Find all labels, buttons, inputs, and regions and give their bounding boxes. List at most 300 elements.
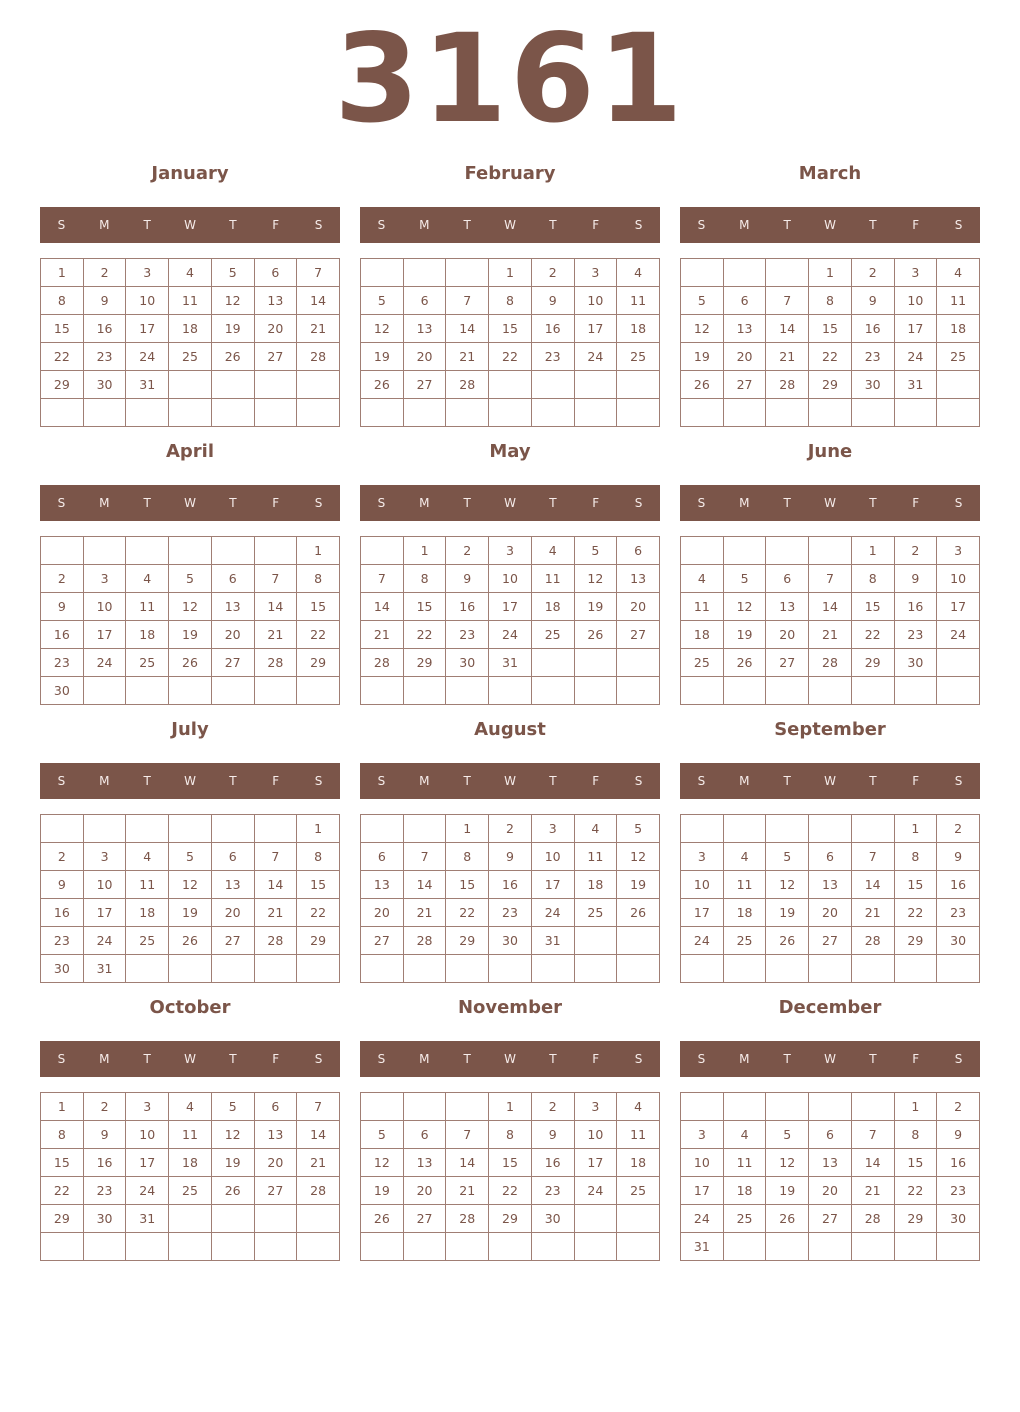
week-row: [361, 955, 660, 983]
day-cell: 5: [766, 1121, 809, 1149]
day-cell: 12: [169, 593, 212, 621]
day-cell: 31: [489, 649, 532, 677]
day-cell: 11: [617, 287, 660, 315]
day-cell: 1: [297, 815, 340, 843]
week-row: [41, 871, 340, 899]
day-cell: 11: [681, 593, 724, 621]
day-cell: 2: [41, 565, 84, 593]
day-cell: 4: [574, 815, 617, 843]
day-cell: 23: [83, 1177, 126, 1205]
day-cell: 9: [41, 871, 84, 899]
day-cell: 21: [297, 1149, 340, 1177]
day-cell: 17: [126, 315, 169, 343]
day-cell: [766, 677, 809, 705]
week-row: [681, 1093, 980, 1121]
day-cell: 2: [531, 1093, 574, 1121]
day-cell: 14: [254, 871, 297, 899]
day-cell: 25: [126, 649, 169, 677]
weekday-label: W: [504, 774, 516, 788]
week-row: [41, 259, 340, 287]
day-cell: 30: [894, 649, 937, 677]
weekday-label: S: [954, 218, 963, 232]
weekday-label: S: [954, 496, 963, 510]
day-cell: 24: [937, 621, 980, 649]
weekday-label: T: [783, 1052, 791, 1066]
day-cell: 8: [297, 565, 340, 593]
weekday-label: T: [783, 496, 791, 510]
weekday-label: W: [184, 218, 196, 232]
day-cell: 1: [809, 259, 852, 287]
day-cell: 13: [809, 1149, 852, 1177]
day-cell: 7: [851, 843, 894, 871]
day-cell: 23: [446, 621, 489, 649]
day-cell: [766, 537, 809, 565]
day-cell: [169, 1205, 212, 1233]
day-cell: [169, 815, 212, 843]
day-cell: [41, 537, 84, 565]
day-cell: 18: [617, 1149, 660, 1177]
day-cell: 14: [766, 315, 809, 343]
week-row: [681, 899, 980, 927]
weekday-label: M: [99, 774, 110, 788]
weekday-header: [360, 763, 660, 799]
day-cell: [169, 399, 212, 427]
day-cell: 1: [41, 1093, 84, 1121]
day-cell: 24: [894, 343, 937, 371]
day-cell: 13: [766, 593, 809, 621]
day-cell: 30: [937, 1205, 980, 1233]
weekday-label: F: [272, 496, 280, 510]
day-cell: 3: [126, 1093, 169, 1121]
day-cell: 6: [361, 843, 404, 871]
day-cell: [809, 815, 852, 843]
day-cell: 15: [894, 871, 937, 899]
day-cell: 1: [894, 1093, 937, 1121]
weekday-label: F: [912, 218, 920, 232]
day-cell: 27: [254, 343, 297, 371]
day-cell: [361, 1093, 404, 1121]
weekday-label: W: [504, 1052, 516, 1066]
day-cell: 4: [126, 565, 169, 593]
day-cell: 26: [211, 343, 254, 371]
week-row: [41, 1205, 340, 1233]
weekday-label: W: [184, 774, 196, 788]
day-cell: [766, 1233, 809, 1261]
day-cell: 28: [809, 649, 852, 677]
day-cell: 2: [894, 537, 937, 565]
day-cell: 10: [894, 287, 937, 315]
day-cell: 28: [851, 927, 894, 955]
day-cell: [531, 677, 574, 705]
weekday-label: S: [634, 774, 643, 788]
day-cell: [574, 927, 617, 955]
day-cell: 16: [446, 593, 489, 621]
day-cell: 22: [446, 899, 489, 927]
day-cell: 12: [361, 1149, 404, 1177]
days-grid: [360, 814, 660, 983]
week-row: [681, 1177, 980, 1205]
weekday-label: T: [869, 1052, 877, 1066]
day-cell: 11: [126, 593, 169, 621]
days-grid: [360, 1092, 660, 1261]
day-cell: 21: [254, 621, 297, 649]
day-cell: [41, 1233, 84, 1261]
day-cell: 22: [851, 621, 894, 649]
week-row: [361, 343, 660, 371]
day-cell: [446, 1093, 489, 1121]
day-cell: 16: [83, 1149, 126, 1177]
weekday-header: [680, 485, 980, 521]
day-cell: [169, 955, 212, 983]
week-row: [361, 927, 660, 955]
day-cell: 22: [894, 1177, 937, 1205]
day-cell: 17: [894, 315, 937, 343]
day-cell: 15: [446, 871, 489, 899]
weekday-label: S: [57, 1052, 66, 1066]
week-row: [41, 315, 340, 343]
day-cell: 12: [766, 871, 809, 899]
day-cell: 9: [851, 287, 894, 315]
day-cell: 9: [446, 565, 489, 593]
day-cell: 17: [681, 1177, 724, 1205]
day-cell: [531, 399, 574, 427]
weekday-label: F: [272, 774, 280, 788]
day-cell: 18: [723, 1177, 766, 1205]
day-cell: 15: [809, 315, 852, 343]
day-cell: [361, 537, 404, 565]
day-cell: 21: [361, 621, 404, 649]
day-cell: 6: [723, 287, 766, 315]
day-cell: [681, 259, 724, 287]
day-cell: [211, 537, 254, 565]
day-cell: 31: [681, 1233, 724, 1261]
day-cell: 13: [254, 1121, 297, 1149]
day-cell: 15: [41, 1149, 84, 1177]
day-cell: 21: [403, 899, 446, 927]
day-cell: 15: [851, 593, 894, 621]
day-cell: 29: [297, 927, 340, 955]
day-cell: [617, 677, 660, 705]
week-row: [361, 871, 660, 899]
day-cell: 18: [617, 315, 660, 343]
day-cell: 15: [489, 315, 532, 343]
day-cell: [83, 399, 126, 427]
weekday-label: T: [229, 774, 237, 788]
week-row: [681, 315, 980, 343]
week-row: [681, 871, 980, 899]
weekday-label: S: [377, 496, 386, 510]
day-cell: [531, 371, 574, 399]
day-cell: [894, 677, 937, 705]
day-cell: [126, 677, 169, 705]
day-cell: 20: [809, 1177, 852, 1205]
day-cell: 29: [297, 649, 340, 677]
day-cell: 4: [126, 843, 169, 871]
weekday-label: W: [824, 774, 836, 788]
day-cell: 14: [361, 593, 404, 621]
day-cell: 5: [723, 565, 766, 593]
day-cell: [446, 399, 489, 427]
week-row: [681, 621, 980, 649]
day-cell: [254, 677, 297, 705]
day-cell: 7: [254, 843, 297, 871]
day-cell: [254, 1233, 297, 1261]
days-grid: [40, 814, 340, 983]
day-cell: [126, 399, 169, 427]
day-cell: 17: [574, 1149, 617, 1177]
day-cell: 31: [126, 1205, 169, 1233]
day-cell: 9: [937, 1121, 980, 1149]
day-cell: 1: [41, 259, 84, 287]
day-cell: 24: [681, 927, 724, 955]
day-cell: 24: [574, 1177, 617, 1205]
day-cell: 30: [531, 1205, 574, 1233]
day-cell: 13: [809, 871, 852, 899]
weekday-label: S: [697, 218, 706, 232]
day-cell: [894, 1233, 937, 1261]
days-grid: [680, 536, 980, 705]
weekday-label: F: [592, 496, 600, 510]
day-cell: 11: [723, 871, 766, 899]
day-cell: 9: [83, 287, 126, 315]
weekday-label: T: [229, 218, 237, 232]
year-title: 3161: [334, 8, 686, 150]
day-cell: 20: [809, 899, 852, 927]
week-row: [41, 1121, 340, 1149]
day-cell: 28: [297, 1177, 340, 1205]
day-cell: 10: [681, 871, 724, 899]
day-cell: 8: [41, 287, 84, 315]
day-cell: 5: [361, 1121, 404, 1149]
day-cell: [446, 259, 489, 287]
weekday-label: M: [419, 496, 430, 510]
week-row: [361, 1205, 660, 1233]
month-name: January: [151, 163, 229, 184]
week-row: [681, 927, 980, 955]
day-cell: 27: [809, 927, 852, 955]
day-cell: 13: [254, 287, 297, 315]
weekday-label: F: [592, 218, 600, 232]
day-cell: 21: [851, 899, 894, 927]
weekday-label: T: [229, 496, 237, 510]
day-cell: 17: [489, 593, 532, 621]
day-cell: 19: [574, 593, 617, 621]
day-cell: [126, 1233, 169, 1261]
day-cell: 26: [766, 927, 809, 955]
day-cell: 10: [574, 1121, 617, 1149]
weekday-label: W: [824, 496, 836, 510]
week-row: [361, 1149, 660, 1177]
day-cell: [83, 677, 126, 705]
day-cell: 6: [254, 1093, 297, 1121]
day-cell: [41, 399, 84, 427]
weekday-label: W: [184, 1052, 196, 1066]
day-cell: 10: [681, 1149, 724, 1177]
day-cell: 26: [361, 371, 404, 399]
week-row: [361, 1093, 660, 1121]
week-row: [41, 621, 340, 649]
day-cell: 1: [489, 259, 532, 287]
day-cell: 25: [617, 343, 660, 371]
day-cell: [681, 399, 724, 427]
day-cell: 30: [937, 927, 980, 955]
day-cell: 25: [169, 1177, 212, 1205]
day-cell: 23: [41, 927, 84, 955]
day-cell: 20: [254, 315, 297, 343]
day-cell: 20: [254, 1149, 297, 1177]
day-cell: [531, 649, 574, 677]
day-cell: [169, 371, 212, 399]
day-cell: 8: [894, 843, 937, 871]
day-cell: 15: [894, 1149, 937, 1177]
day-cell: [766, 399, 809, 427]
day-cell: [361, 1233, 404, 1261]
day-cell: [254, 955, 297, 983]
day-cell: 17: [574, 315, 617, 343]
day-cell: 29: [489, 1205, 532, 1233]
day-cell: 12: [169, 871, 212, 899]
week-row: [41, 371, 340, 399]
day-cell: 21: [446, 1177, 489, 1205]
day-cell: 5: [169, 843, 212, 871]
day-cell: [809, 1093, 852, 1121]
days-grid: [40, 1092, 340, 1261]
day-cell: 13: [403, 315, 446, 343]
day-cell: 4: [169, 259, 212, 287]
day-cell: 18: [126, 621, 169, 649]
day-cell: [681, 815, 724, 843]
day-cell: 15: [297, 593, 340, 621]
weekday-label: T: [869, 496, 877, 510]
day-cell: 2: [851, 259, 894, 287]
day-cell: 16: [41, 621, 84, 649]
weekday-header: [40, 1041, 340, 1077]
day-cell: 3: [574, 259, 617, 287]
day-cell: [766, 955, 809, 983]
day-cell: 3: [937, 537, 980, 565]
day-cell: 10: [574, 287, 617, 315]
weekday-label: T: [549, 1052, 557, 1066]
day-cell: 1: [403, 537, 446, 565]
day-cell: [126, 815, 169, 843]
week-row: [361, 399, 660, 427]
day-cell: [723, 1233, 766, 1261]
day-cell: 6: [254, 259, 297, 287]
day-cell: 2: [83, 1093, 126, 1121]
weekday-label: S: [697, 774, 706, 788]
day-cell: 6: [403, 1121, 446, 1149]
day-cell: 11: [169, 1121, 212, 1149]
day-cell: 12: [617, 843, 660, 871]
day-cell: 10: [937, 565, 980, 593]
day-cell: 8: [489, 287, 532, 315]
week-row: [41, 343, 340, 371]
weekday-label: M: [419, 774, 430, 788]
day-cell: 11: [531, 565, 574, 593]
day-cell: 23: [531, 343, 574, 371]
week-row: [41, 565, 340, 593]
day-cell: [574, 677, 617, 705]
day-cell: 26: [574, 621, 617, 649]
weekday-label: F: [592, 774, 600, 788]
day-cell: [361, 259, 404, 287]
day-cell: [297, 399, 340, 427]
day-cell: 2: [41, 843, 84, 871]
week-row: [681, 1205, 980, 1233]
day-cell: [489, 371, 532, 399]
weekday-label: F: [592, 1052, 600, 1066]
day-cell: 28: [297, 343, 340, 371]
day-cell: 29: [894, 927, 937, 955]
day-cell: [937, 371, 980, 399]
day-cell: 3: [83, 565, 126, 593]
day-cell: [937, 955, 980, 983]
day-cell: 20: [403, 1177, 446, 1205]
day-cell: 28: [766, 371, 809, 399]
days-grid: [360, 258, 660, 427]
weekday-label: T: [549, 496, 557, 510]
weekday-label: T: [869, 218, 877, 232]
day-cell: 28: [403, 927, 446, 955]
day-cell: 31: [83, 955, 126, 983]
day-cell: 8: [446, 843, 489, 871]
week-row: [681, 815, 980, 843]
day-cell: 11: [574, 843, 617, 871]
day-cell: 20: [723, 343, 766, 371]
day-cell: 27: [361, 927, 404, 955]
day-cell: 6: [617, 537, 660, 565]
day-cell: 20: [766, 621, 809, 649]
day-cell: [254, 1205, 297, 1233]
weekday-label: S: [377, 774, 386, 788]
weekday-label: S: [314, 774, 323, 788]
week-row: [41, 1149, 340, 1177]
day-cell: [617, 955, 660, 983]
month-name: August: [474, 719, 546, 740]
day-cell: 2: [83, 259, 126, 287]
week-row: [681, 677, 980, 705]
day-cell: 27: [254, 1177, 297, 1205]
day-cell: [681, 1093, 724, 1121]
day-cell: 19: [361, 343, 404, 371]
day-cell: 22: [297, 899, 340, 927]
day-cell: [809, 537, 852, 565]
week-row: [361, 371, 660, 399]
day-cell: 2: [446, 537, 489, 565]
day-cell: 24: [126, 1177, 169, 1205]
weekday-label: W: [824, 1052, 836, 1066]
day-cell: 27: [723, 371, 766, 399]
week-row: [361, 565, 660, 593]
day-cell: 21: [766, 343, 809, 371]
day-cell: 20: [617, 593, 660, 621]
days-grid: [680, 258, 980, 427]
weekday-label: S: [634, 218, 643, 232]
day-cell: [254, 371, 297, 399]
day-cell: [211, 1205, 254, 1233]
weekday-label: T: [783, 774, 791, 788]
day-cell: [809, 1233, 852, 1261]
weekday-label: M: [419, 218, 430, 232]
week-row: [681, 1121, 980, 1149]
week-row: [681, 1233, 980, 1261]
month-name: May: [489, 441, 531, 462]
day-cell: [41, 815, 84, 843]
day-cell: 29: [41, 371, 84, 399]
day-cell: 7: [297, 259, 340, 287]
day-cell: 22: [41, 1177, 84, 1205]
day-cell: [297, 955, 340, 983]
